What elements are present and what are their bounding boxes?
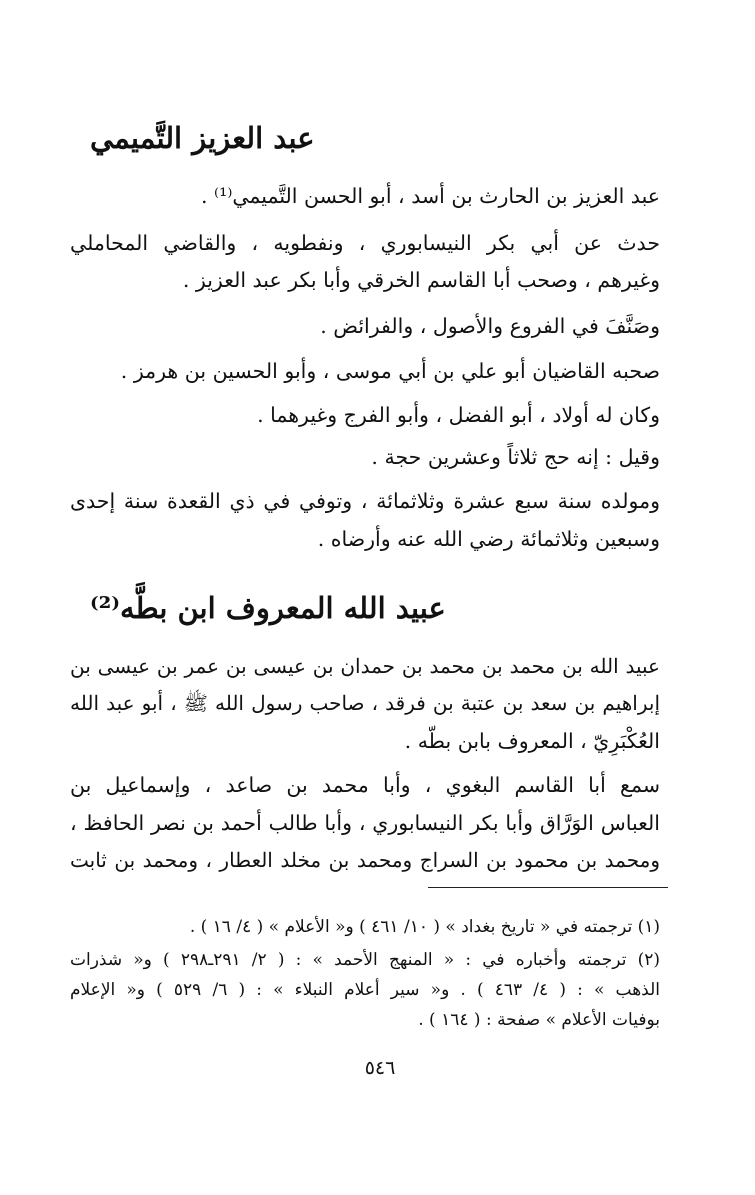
footnote-1: (١) ترجمته في « تاريخ بغداد » ( ١٠/ ٤٦١ ) و« الأعلام » ( ٤/ ١٦ ) . (189, 917, 660, 937)
footnote-2-line: بوفيات الأعلام » صفحة : ( ١٦٤ ) . (418, 1010, 660, 1030)
paragraph-line: ومحمد بن محمود بن السراج ومحمد بن مخلد العطار ، ومحمد بن ثابت (70, 848, 660, 872)
paragraph-line: وكان له أولاد ، أبو الفضل ، وأبو الفرج وغيرهما . (257, 403, 660, 427)
section-title-abd-al-aziz: عبد العزيز التَّميمي (90, 121, 315, 155)
page-number: ٥٤٦ (364, 1057, 396, 1079)
paragraph-line: العباس الوَرَّاق وأبا بكر النيسابوري ، وأبا طالب أحمد بن نصر الحافظ ، (70, 811, 660, 835)
section-title-ibn-batta: عبيد الله المعروف ابن بطَّه⁽²⁾ (90, 591, 446, 625)
paragraph-line: وسبعين وثلاثمائة رضي الله عنه وأرضاه . (317, 527, 660, 551)
paragraph-line: ومولده سنة سبع عشرة وثلاثمائة ، وتوفي في ذي القعدة سنة إحدى (70, 489, 660, 513)
paragraph-line: وغيرهم ، وصحب أبا القاسم الخرقي وأبا بكر عبد العزيز . (182, 268, 660, 292)
paragraph-line: حدث عن أبي بكر النيسابوري ، ونفطويه ، والقاضي المحاملي (70, 231, 660, 255)
paragraph-line: وصَنَّفَ في الفروع والأصول ، والفرائض . (320, 314, 660, 338)
paragraph-line: صحبه القاضيان أبو علي بن أبي موسى ، وأبو الحسين بن هرمز . (120, 359, 660, 383)
paragraph-line: عبيد الله بن محمد بن محمد بن حمدان بن عيسى بن عمر بن عيسى بن (70, 654, 660, 678)
paragraph-line: عبد العزيز بن الحارث بن أسد ، أبو الحسن التَّميمي⁽¹⁾ . (201, 184, 660, 208)
paragraph-line: إبراهيم بن سعد بن عتبة بن فرقد ، صاحب رسول الله ﷺ ، أبو عبد الله (70, 691, 660, 715)
paragraph-line: سمع أبا القاسم البغوي ، وأبا محمد بن صاعد ، وإسماعيل بن (70, 773, 660, 797)
footnote-2-line: (٢) ترجمته وأخباره في : « المنهج الأحمد » : ( ٢/ ٢٩١ـ٢٩٨ ) و« شذرات (70, 950, 661, 970)
paragraph-line: العُكْبَرِيّ ، المعروف بابن بطّه . (404, 729, 660, 753)
paragraph-line: وقيل : إنه حج ثلاثاً وعشرين حجة . (371, 445, 660, 469)
footnote-2-line: الذهب » : ( ٤/ ٤٦٣ ) . و« سير أعلام النبلاء » : ( ٦/ ٥٢٩ ) و« الإعلام (70, 980, 660, 1000)
footnote-separator (428, 887, 668, 888)
